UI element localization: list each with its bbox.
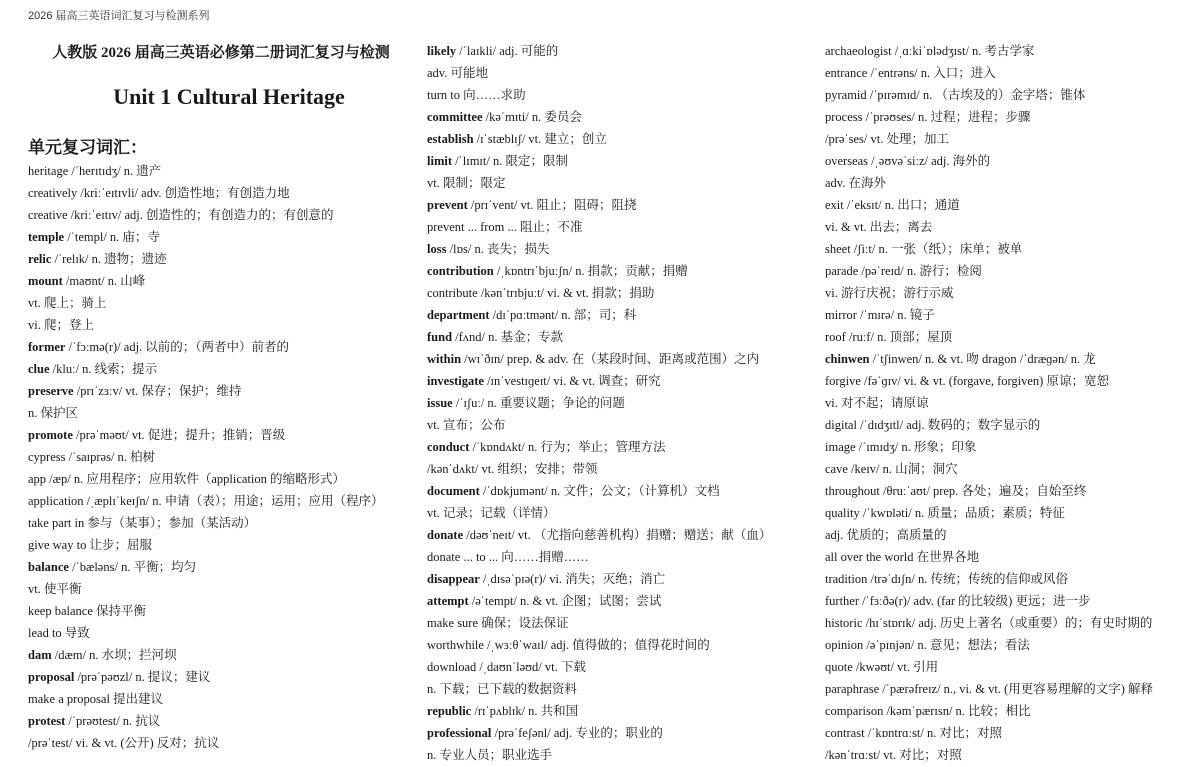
vocab-definition: heritage /ˈherɪtɪdʒ/ n. 遗产	[28, 164, 162, 178]
vocab-headword: committee	[427, 110, 483, 124]
vocab-headword: within	[427, 352, 462, 366]
vocab-entry	[825, 546, 1185, 568]
vocab-definition: keep balance 保持平衡	[28, 604, 147, 618]
vocab-definition: /wɪˈðɪn/ prep. & adv. 在（某段时间、距离或范围）之内	[461, 352, 760, 366]
vocab-headword: loss	[427, 242, 447, 256]
vocab-definition: /prɪˈzɜːv/ vt. 保存；保护；维持	[73, 384, 242, 398]
vocab-definition: /maʊnt/ n. 山峰	[62, 274, 146, 288]
vocab-entry	[825, 722, 1185, 744]
vocab-entry	[427, 282, 817, 304]
vocab-definition: /dəʊˈneɪt/ vt. （尤指向慈善机构）捐赠；赠送；献（血）	[463, 528, 772, 542]
vocab-definition: image /ˈɪmɪdʒ/ n. 形象；印象	[825, 440, 977, 454]
vocab-definition: comparison /kəmˈpærɪsn/ n. 比较；相比	[825, 704, 1031, 718]
vocab-headword: protest	[28, 714, 66, 728]
vocab-definition: sheet /ʃiːt/ n. 一张（纸）；床单；被单	[825, 242, 1023, 256]
vocab-headword: temple	[28, 230, 65, 244]
vocab-entry	[427, 304, 817, 326]
vocab-definition: forgive /fəˈɡɪv/ vi. & vt. (forgave, forgiven) 原谅；宽恕	[825, 374, 1109, 388]
vocab-definition: /ˈlaɪkli/ adj. 可能的	[456, 44, 559, 58]
vocab-definition: /dɪˈpɑːtmənt/ n. 部；司；科	[489, 308, 637, 322]
vocab-definition: roof /ruːf/ n. 顶部；屋顶	[825, 330, 953, 344]
vocab-definition: vt. 使平衡	[28, 582, 82, 596]
vocab-entry	[825, 678, 1185, 700]
vocab-entry	[825, 744, 1185, 766]
vocab-entry	[427, 612, 817, 634]
vocab-definition: donate ... to ... 向……捐赠……	[427, 550, 589, 564]
vocab-definition: /ɪnˈvestɪɡeɪt/ vi. & vt. 调查；研究	[483, 374, 661, 388]
vocab-definition: vi. 游行庆祝；游行示威	[825, 286, 954, 300]
vocab-entry	[28, 512, 420, 534]
vocab-definition: /ˈdɒkjumənt/ n. 文件；公文；（计算机）文档	[479, 484, 720, 498]
vocab-entry	[427, 84, 817, 106]
vocab-entry	[825, 84, 1185, 106]
vocab-definition: vi. 爬；登上	[28, 318, 94, 332]
vocab-definition: application /ˌæplɪˈkeɪʃn/ n. 申请（表）；用途；运用；应用（程序）	[28, 494, 384, 508]
vocab-entry	[28, 644, 420, 666]
vocab-entry	[28, 666, 420, 688]
vocab-headword: preserve	[28, 384, 74, 398]
document-title: 人教版 2026 届高三英语必修第二册词汇复习与检测	[52, 45, 390, 61]
vocab-entry	[28, 534, 420, 556]
vocab-definition: archaeologist /ˌɑːkiˈɒlədʒɪst/ n. 考古学家	[825, 44, 1035, 58]
vocab-definition: n. 专业人员；职业选手	[427, 748, 553, 762]
vocab-entry	[825, 128, 1185, 150]
vocab-entry	[427, 260, 817, 282]
vocab-entry	[427, 634, 817, 656]
vocab-definition: make a proposal 提出建议	[28, 692, 164, 706]
vocab-headword: professional	[427, 726, 492, 740]
vocab-entry	[28, 336, 420, 358]
vocab-definition: /ˈɪʃuː/ n. 重要议题；争论的问题	[452, 396, 625, 410]
vocab-definition: /prɪˈvent/ vt. 阻止；阻碍；阻挠	[467, 198, 637, 212]
vocab-definition: /ˌkɒntrɪˈbjuːʃn/ n. 捐款；贡献；捐赠	[493, 264, 688, 278]
column-right	[825, 40, 1185, 766]
vocab-definition: adv. 可能地	[427, 66, 488, 80]
vocab-definition: make sure 确保；设法保证	[427, 616, 569, 630]
vocab-entry	[28, 600, 420, 622]
vocab-entry	[427, 678, 817, 700]
vocab-list-right	[825, 40, 1185, 766]
vocab-entry	[427, 502, 817, 524]
vocab-headword: establish	[427, 132, 474, 146]
vocab-definition: /prəˈməʊt/ vt. 促进；提升；推销；晋级	[72, 428, 286, 442]
vocab-headword: likely	[427, 44, 457, 58]
vocab-definition: /ˈprəʊtest/ n. 抗议	[65, 714, 161, 728]
vocab-entry	[825, 414, 1185, 436]
vocab-definition: /kəˈmɪti/ n. 委员会	[482, 110, 582, 124]
vocab-entry	[427, 370, 817, 392]
vocab-definition: overseas /ˌəʊvəˈsiːz/ adj. 海外的	[825, 154, 991, 168]
vocab-entry	[28, 270, 420, 292]
vocab-entry	[825, 634, 1185, 656]
vocab-headword: department	[427, 308, 490, 322]
vocab-headword: mount	[28, 274, 63, 288]
vocab-entry	[427, 524, 817, 546]
vocab-entry	[825, 524, 1185, 546]
vocab-definition: process /ˈprəʊses/ n. 过程；进程；步骤	[825, 110, 1031, 124]
vocab-definition: mirror /ˈmɪrə/ n. 镜子	[825, 308, 935, 322]
vocab-definition: tradition /trəˈdɪʃn/ n. 传统；传统的信仰或风俗	[825, 572, 1069, 586]
vocab-entry	[825, 656, 1185, 678]
vocab-headword: balance	[28, 560, 69, 574]
vocab-definition: paraphrase /ˈpærəfreɪz/ n., vi. & vt. (用更容易理解的文字) 解释	[825, 682, 1154, 696]
vocab-definition: exit /ˈeksɪt/ n. 出口；通道	[825, 198, 960, 212]
vocab-definition: /prəˈses/ vt. 处理；加工	[825, 132, 949, 146]
vocab-entry	[825, 304, 1185, 326]
vocab-headword: chinwen	[825, 352, 870, 366]
vocab-entry	[825, 106, 1185, 128]
vocab-entry	[427, 414, 817, 436]
vocab-definition: /rɪˈpʌblɪk/ n. 共和国	[471, 704, 579, 718]
column-middle	[427, 40, 817, 766]
vocab-entry	[28, 226, 420, 248]
vocab-entry	[28, 556, 420, 578]
vocab-definition: opinion /əˈpɪnjən/ n. 意见；想法；看法	[825, 638, 1030, 652]
vocab-entry	[427, 62, 817, 84]
vocab-headword: limit	[427, 154, 452, 168]
vocab-definition: download /ˌdaʊnˈləʊd/ vt. 下载	[427, 660, 586, 674]
vocab-definition: all over the world 在世界各地	[825, 550, 980, 564]
vocab-headword: document	[427, 484, 480, 498]
vocab-definition: vt. 记录；记载（详情）	[427, 506, 556, 520]
vocab-definition: adv. 在海外	[825, 176, 886, 190]
section-heading: 单元复习词汇：	[28, 138, 147, 157]
vocab-definition: /lɒs/ n. 丧失；损失	[446, 242, 550, 256]
vocab-entry	[427, 326, 817, 348]
vocab-headword: fund	[427, 330, 453, 344]
vocab-definition: parade /pəˈreɪd/ n. 游行；检阅	[825, 264, 982, 278]
vocab-entry	[28, 182, 420, 204]
vocab-entry	[825, 590, 1185, 612]
vocab-entry	[427, 238, 817, 260]
vocab-definition: adj. 优质的；高质量的	[825, 528, 947, 542]
vocab-entry	[28, 732, 420, 754]
vocab-headword: dam	[28, 648, 52, 662]
vocab-definition: app /æp/ n. 应用程序；应用软件（application 的缩略形式）	[28, 472, 345, 486]
vocab-definition: creatively /kriːˈeɪtɪvli/ adv. 创造性地；有创造力地	[28, 186, 290, 200]
vocab-entry	[825, 568, 1185, 590]
vocab-entry	[427, 590, 817, 612]
vocab-entry	[427, 744, 817, 766]
vocab-headword: relic	[28, 252, 52, 266]
vocab-definition: /ˈkɒndʌkt/ n. 行为；举止；管理方法	[469, 440, 666, 454]
vocab-headword: attempt	[427, 594, 469, 608]
vocab-definition: digital /ˈdɪdʒɪtl/ adj. 数码的；数字显示的	[825, 418, 1041, 432]
vocab-entry	[825, 700, 1185, 722]
vocab-entry	[825, 260, 1185, 282]
series-header: 2026 届高三英语词汇复习与检测系列	[28, 10, 210, 22]
vocab-entry	[825, 392, 1185, 414]
vocab-entry	[427, 546, 817, 568]
vocab-entry	[28, 688, 420, 710]
unit-title: Unit 1 Cultural Heritage	[113, 84, 345, 109]
vocab-definition: /ɪˈstæblɪʃ/ vt. 建立；创立	[473, 132, 607, 146]
vocab-entry	[427, 436, 817, 458]
vocab-headword: republic	[427, 704, 472, 718]
vocab-entry	[427, 458, 817, 480]
vocab-entry	[825, 172, 1185, 194]
vocab-headword: former	[28, 340, 66, 354]
vocab-definition: /ˈfɔːmə(r)/ adj. 以前的；（两者中）前者的	[65, 340, 290, 354]
vocab-definition: /kənˈdʌkt/ vt. 组织；安排；带领	[427, 462, 598, 476]
vocab-entry	[825, 238, 1185, 260]
vocab-entry	[28, 358, 420, 380]
vocab-definition: /prəˈpəʊzl/ n. 提议；建议	[74, 670, 211, 684]
vocab-definition: n. 保护区	[28, 406, 79, 420]
vocab-headword: contribution	[427, 264, 494, 278]
vocab-entry	[427, 568, 817, 590]
vocab-definition: quote /kwəʊt/ vt. 引用	[825, 660, 939, 674]
vocab-entry	[28, 446, 420, 468]
vocab-entry	[825, 502, 1185, 524]
vocab-definition: vt. 限制；限定	[427, 176, 506, 190]
vocab-headword: donate	[427, 528, 464, 542]
vocab-entry	[427, 106, 817, 128]
vocab-definition: vt. 宣布；公布	[427, 418, 506, 432]
vocab-entry	[28, 710, 420, 732]
vocab-definition: entrance /ˈentrəns/ n. 入口；进入	[825, 66, 996, 80]
vocab-entry	[427, 194, 817, 216]
vocab-entry	[427, 722, 817, 744]
vocab-definition: worthwhile /ˌwɜːθˈwaɪl/ adj. 值得做的；值得花时间的	[427, 638, 710, 652]
vocab-definition: throughout /θruːˈaʊt/ prep. 各处；遍及；自始至终	[825, 484, 1087, 498]
vocab-entry	[28, 424, 420, 446]
vocab-entry	[427, 172, 817, 194]
vocab-entry	[28, 490, 420, 512]
vocab-definition: take part in 参与（某事）；参加（某活动）	[28, 516, 257, 530]
vocab-entry	[28, 468, 420, 490]
vocab-entry	[427, 40, 817, 62]
vocab-headword: promote	[28, 428, 73, 442]
vocab-definition: cypress /ˈsaɪprəs/ n. 柏树	[28, 450, 156, 464]
vocab-definition: give way to 让步；屈服	[28, 538, 152, 552]
vocab-list-middle	[427, 40, 817, 766]
vocab-entry	[28, 292, 420, 314]
vocab-entry	[825, 150, 1185, 172]
vocab-definition: /fʌnd/ n. 基金；专款	[452, 330, 564, 344]
vocab-entry	[825, 62, 1185, 84]
vocab-definition: further /ˈfɜːðə(r)/ adv. (far 的比较级) 更远；进一步	[825, 594, 1091, 608]
vocab-definition: /ˈbæləns/ n. 平衡；均匀	[68, 560, 197, 574]
vocab-definition: pyramid /ˈpɪrəmɪd/ n. （古埃及的）金字塔；锥体	[825, 88, 1086, 102]
vocab-definition: prevent ... from ... 阻止；不准	[427, 220, 583, 234]
vocab-entry	[28, 622, 420, 644]
vocab-entry	[427, 700, 817, 722]
vocab-entry	[825, 194, 1185, 216]
vocab-entry	[28, 578, 420, 600]
vocab-definition: vi. 对不起；请原谅	[825, 396, 929, 410]
vocab-entry	[28, 204, 420, 226]
vocab-definition: /kənˈtrɑːst/ vt. 对比；对照	[825, 748, 962, 762]
vocab-definition: cave /keɪv/ n. 山洞；洞穴	[825, 462, 958, 476]
vocab-entry	[427, 128, 817, 150]
vocab-entry	[427, 216, 817, 238]
vocab-entry	[825, 326, 1185, 348]
vocab-definition: vi. & vt. 出去；离去	[825, 220, 933, 234]
vocab-entry	[427, 656, 817, 678]
vocab-definition: creative /kriːˈeɪtɪv/ adj. 创造性的；有创造力的；有创意的	[28, 208, 334, 222]
vocab-definition: /dæm/ n. 水坝；拦河坝	[51, 648, 177, 662]
vocab-entry	[28, 380, 420, 402]
vocab-entry	[28, 248, 420, 270]
vocab-definition: contribute /kənˈtrɪbjuːt/ vi. & vt. 捐款；捐助	[427, 286, 655, 300]
vocab-entry	[825, 436, 1185, 458]
vocab-entry	[427, 150, 817, 172]
vocab-entry	[28, 402, 420, 424]
vocab-entry	[28, 314, 420, 336]
vocab-entry	[427, 392, 817, 414]
vocab-definition: n. 下载；已下载的数据资料	[427, 682, 578, 696]
vocab-headword: issue	[427, 396, 453, 410]
vocab-headword: proposal	[28, 670, 75, 684]
vocab-definition: lead to 导致	[28, 626, 90, 640]
vocab-entry	[825, 40, 1185, 62]
vocab-headword: investigate	[427, 374, 484, 388]
vocab-entry	[28, 160, 420, 182]
column-left	[28, 40, 420, 754]
vocab-definition: /ˈtʃinwen/ n. & vt. 吻 dragon /ˈdræɡən/ n. 龙	[869, 352, 1096, 366]
vocab-definition: /ˈrelɪk/ n. 遗物；遗迹	[51, 252, 167, 266]
vocab-headword: conduct	[427, 440, 470, 454]
vocab-entry	[825, 370, 1185, 392]
vocab-definition: contrast /ˈkɒntrɑːst/ n. 对比；对照	[825, 726, 1002, 740]
vocab-headword: clue	[28, 362, 50, 376]
vocab-definition: /əˈtempt/ n. & vt. 企图；试图；尝试	[468, 594, 662, 608]
vocab-entry	[825, 612, 1185, 634]
vocab-definition: /prəˈfeʃənl/ adj. 专业的；职业的	[491, 726, 663, 740]
vocab-entry	[825, 216, 1185, 238]
vocab-definition: /ˈtempl/ n. 庙；寺	[64, 230, 160, 244]
vocab-entry	[825, 282, 1185, 304]
vocab-definition: /ˈlɪmɪt/ n. 限定；限制	[452, 154, 568, 168]
vocab-definition: turn to 向……求助	[427, 88, 526, 102]
vocab-definition: vt. 爬上；骑上	[28, 296, 107, 310]
vocab-definition: quality /ˈkwɒləti/ n. 质量；品质；素质；特征	[825, 506, 1065, 520]
vocab-entry	[825, 348, 1185, 370]
vocab-entry	[825, 458, 1185, 480]
vocab-headword: disappear	[427, 572, 480, 586]
vocab-entry	[825, 480, 1185, 502]
vocab-list-left	[28, 160, 420, 754]
vocab-definition: /ˌdɪsəˈpɪə(r)/ vi. 消失；灭绝；消亡	[479, 572, 666, 586]
vocab-definition: historic /hɪˈstɒrɪk/ adj. 历史上著名（或重要）的；有史时期的	[825, 616, 1153, 630]
vocab-entry	[427, 480, 817, 502]
vocab-definition: /kluː/ n. 线索；提示	[49, 362, 158, 376]
vocab-entry	[427, 348, 817, 370]
vocab-definition: /prəˈtest/ vi. & vt. (公开) 反对；抗议	[28, 736, 220, 750]
vocab-headword: prevent	[427, 198, 468, 212]
